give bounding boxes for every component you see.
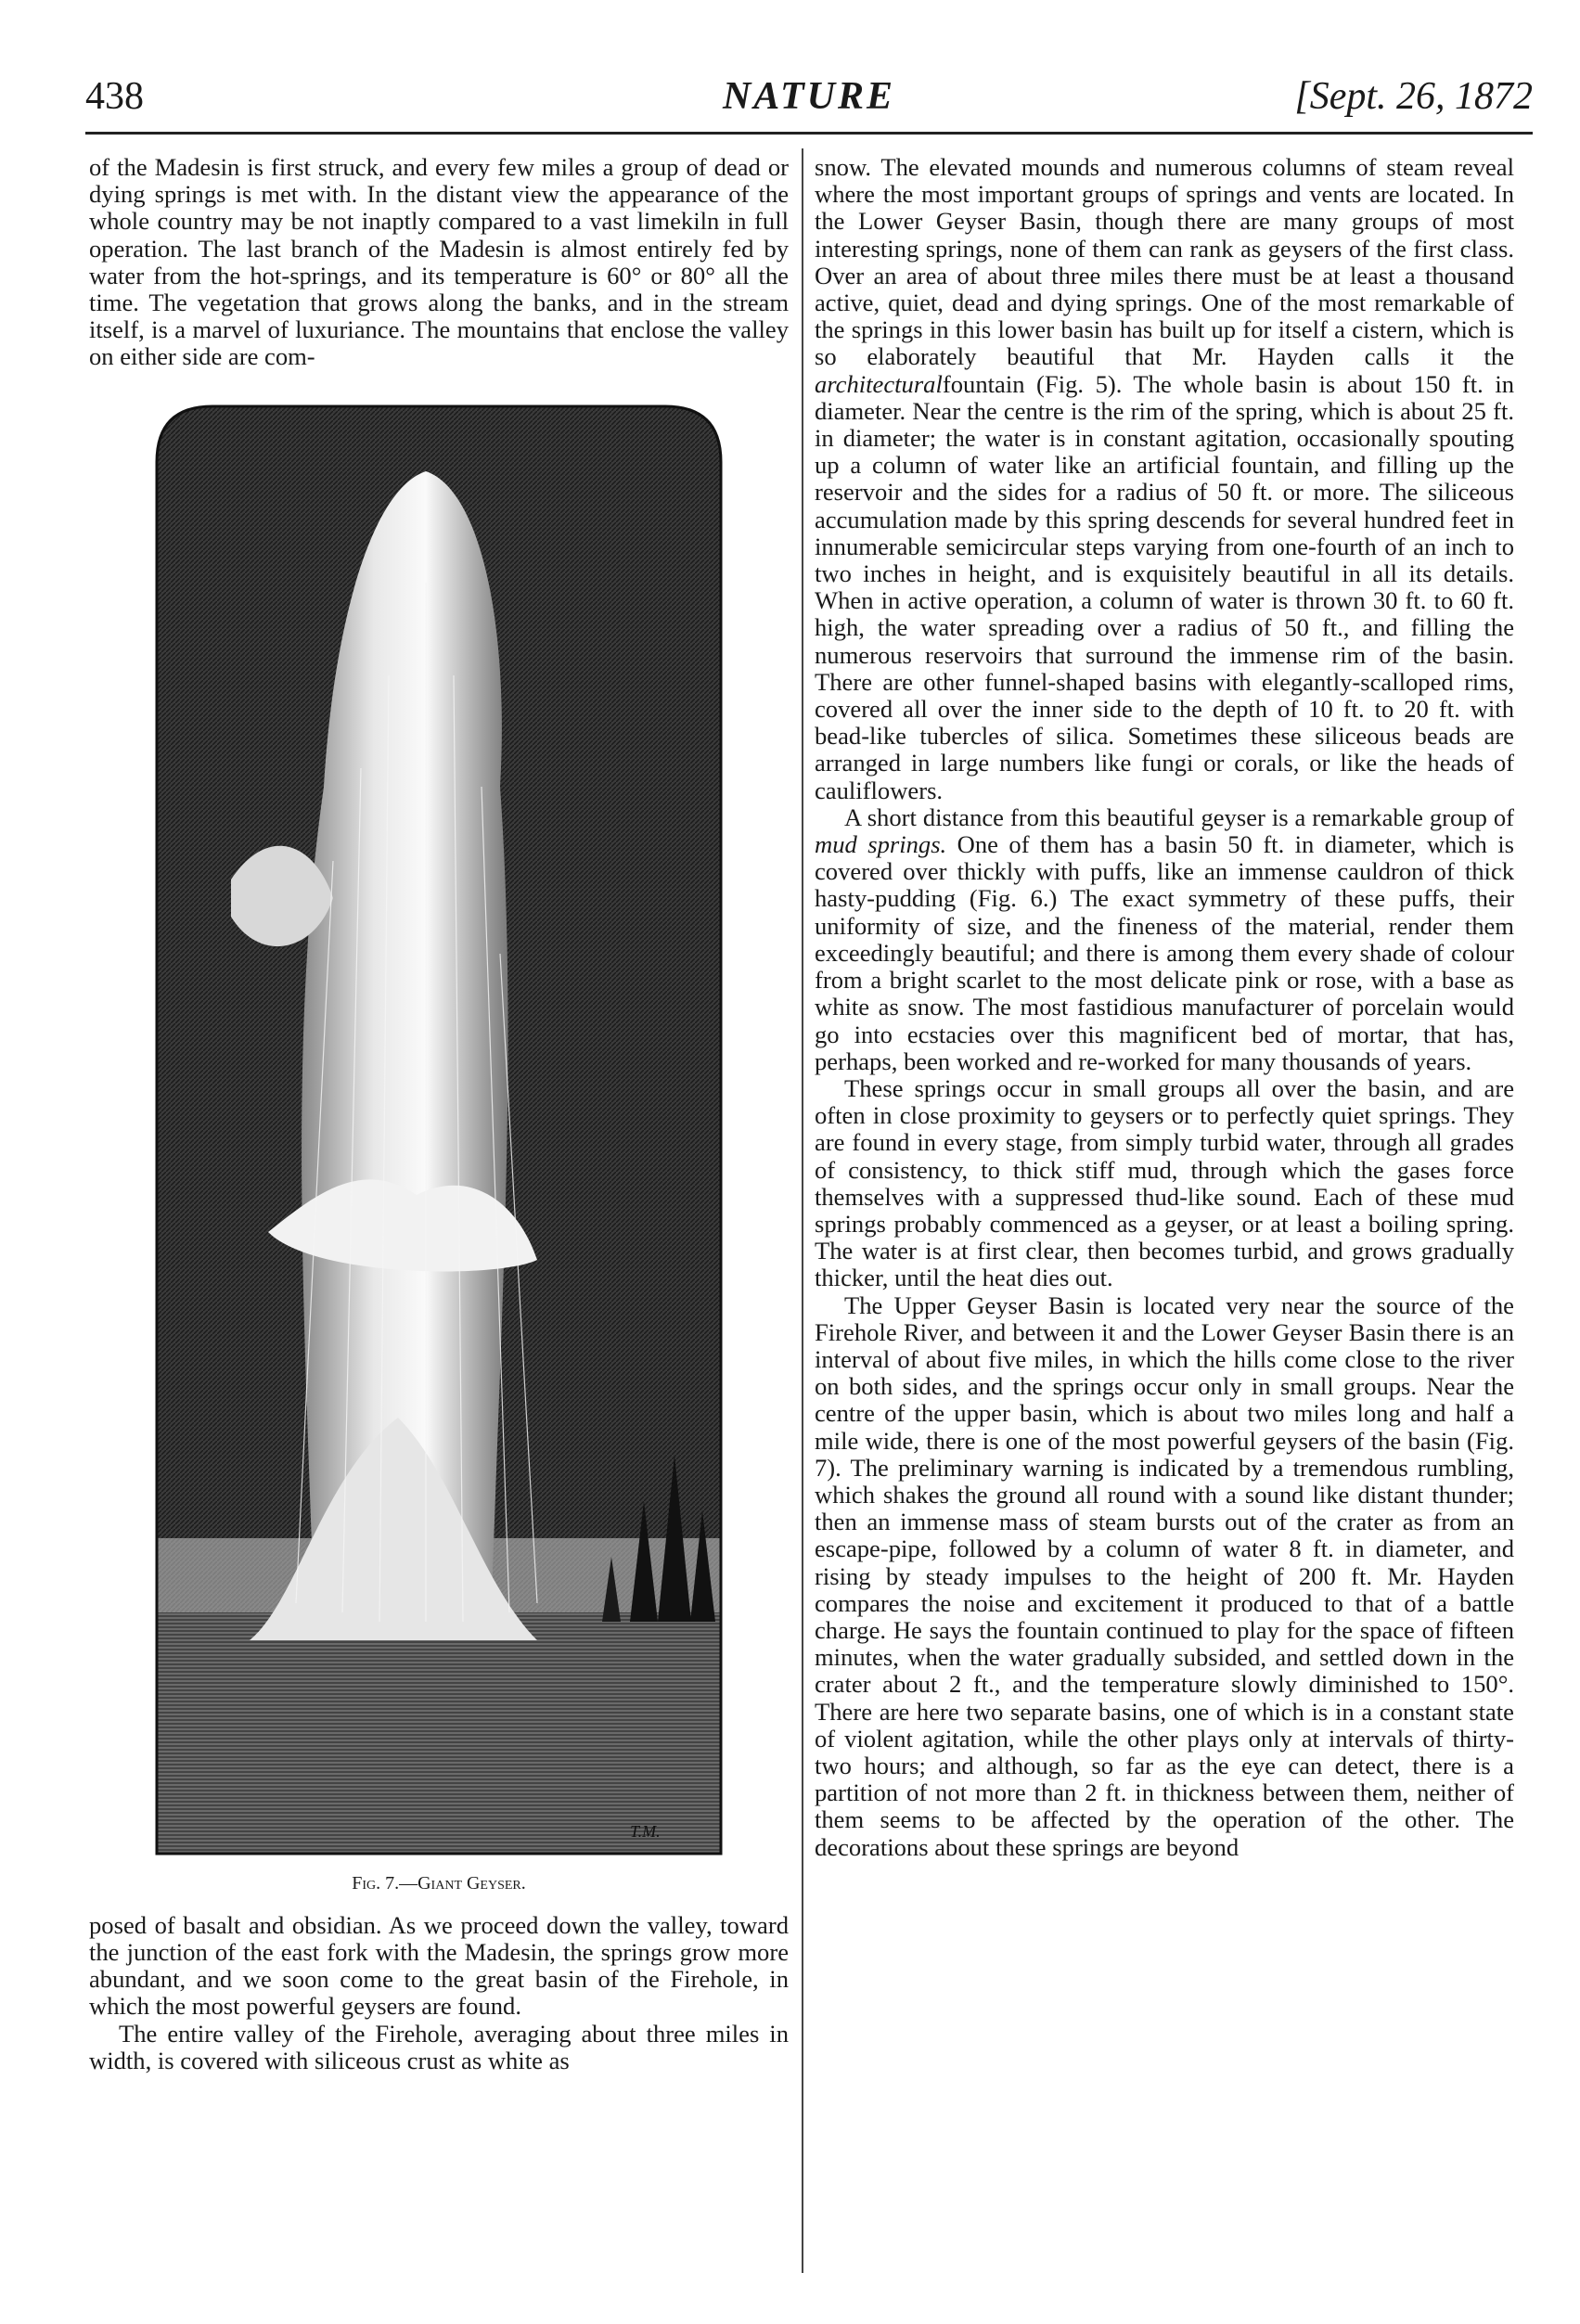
giant-geyser-illustration — [148, 397, 730, 1863]
paragraph: These springs occur in small groups all over the basin, and are often in close proximity to geysers or to perfectly quiet springs. They are found in every stage, from simply turbid water, through all grades of consistency, to thick stiff mud, through which the gases force themselves with a suppressed thud-like sound. Each of these mud springs probably commenced as a geyser, or at least a boiling spring. The water is at first clear, then becomes turbid, and grows gradually thicker, until the heat dies out. — [815, 1073, 1514, 1292]
page-number: 438 — [85, 75, 144, 118]
paragraph: The Upper Geyser Basin is located very near the source of the Firehole River, and between it and the Lower Geyser Basin there is an interval of about five miles, in which the hills come close to the river on both sides, and the springs occur only in small groups. Near the centre of the upper basin, which is about two miles long and half a mile wide, there is one of the most powerful geysers of the basin (Fig. 7). The preliminary warning is indicated by a tremendous rumbling, which shakes the ground all round with a sound like distant thunder; then an immense mass of steam bursts out of the crater as from an escape-pipe, followed by a column of water 8 ft. in diameter, and rising by steady impulses to the height of 200 ft. Mr. Hayden compares the noise and excitement it produced to that of a battle charge. He says the fountain continued to play for the space of fifteen minutes, when the water gradually subsided, and settled down in the crater about 2 ft., and the temperature slowly diminished to 150°. There are here two separate basins, one of which is in a constant state of violent agitation, while the other plays only at intervals of thirty-two hours; and although, so far as the eye can detect, there is a partition of not more than 2 ft. in thickness between them, neither of them seems to be affected by the operation of the other. The decorations about these springs are beyond — [815, 1290, 1514, 1861]
figure-caption: Fig. 7.—Giant Geyser. — [352, 1872, 526, 1894]
page-header — [85, 67, 1533, 135]
paragraph: The entire valley of the Firehole, averaging about three miles in width, is covered with siliceous crust as white as — [89, 2019, 789, 2074]
paragraph: snow. The elevated mounds and numerous columns of steam reveal where the most important groups of springs and vents are located. In the Lower Geyser Basin, though there are many groups of most interesting springs, none of them can rank as geysers of the first class. Over an area of about three miles there must be at least a thousand active, quiet, dead and dying springs. One of the most remarkable of the springs in this lower basin has built up for itself a cistern, which is so elaborately beautiful that Mr. Hayden calls it the architecturalfountain (Fig. 5). The whole basin is about 150 ft. in diameter. Near the centre is the rim of the spring, which is about 25 ft. in diameter; the water is in constant agitation, occasionally spouting up a column of water like an artificial fountain, and filling up the reservoir and the sides for a radius of 50 ft. or more. The siliceous accumulation made by this spring descends for several hundred feet in innumerable semicircular steps varying from one-fourth of an inch to two inches in height, and is exquisitely beautiful in all its details. When in active operation, a column of water is thrown 30 ft. to 60 ft. high, the water spreading over a radius of 50 ft., and filling the numerous reservoirs that surround the immense rim of the basin. There are other funnel-shaped basins with elegantly-scalloped rims, covered all over the inner side to the depth of 10 ft. to 20 ft. with bead-like tubercles of silica. Sometimes these siliceous beads are arranged in large numbers like fungi or corals, or like the heads of cauliflowers. — [815, 153, 1514, 804]
paragraph: A short distance from this beautiful geyser is a remarkable group of mud springs. One of them has a basin 50 ft. in diameter, which is covered over thickly with puffs, like an immense cauldron of thick hasty-pudding (Fig. 6.) The exact symmetry of these puffs, their uniformity of size, and the fineness of the material, render them exceedingly beautiful; and there is among them every shade of colour from a bright scarlet to the most delicate pink or rose, with a base as white as snow. The most fastidious manufacturer of porcelain would go into ecstacies over this magnificent bed of mortar, that has, perhaps, been worked and re-worked for many thousands of years. — [815, 802, 1514, 1075]
left-column — [89, 154, 789, 2074]
journal-title: NATURE — [722, 75, 896, 118]
paragraph: of the Madesin is first struck, and every few miles a group of dead or dying springs is met with. In the distant view the appearance of the whole country may be not inaptly compared to a vast limekiln in full operation. The last branch of the Madesin is almost entirely fed by water from the hot-springs, and its temperature is 60° or 80° all the time. The vegetation that grows along the banks, and in the stream itself, is a marvel of luxuriance. The mountains that enclose the valley on either side are com- — [89, 153, 789, 371]
paragraph: posed of basalt and obsidian. As we proceed down the valley, toward the junction of the east fork with the Madesin, the springs grow more abundant, and we soon come to the great basin of the Firehole, in which the most powerful geysers are found. — [89, 1910, 789, 2021]
issue-date: [Sept. 26, 1872 — [1294, 75, 1533, 118]
engraver-signature: T.M. — [630, 1821, 661, 1841]
right-column — [815, 154, 1514, 1861]
column-divider — [802, 148, 803, 2273]
